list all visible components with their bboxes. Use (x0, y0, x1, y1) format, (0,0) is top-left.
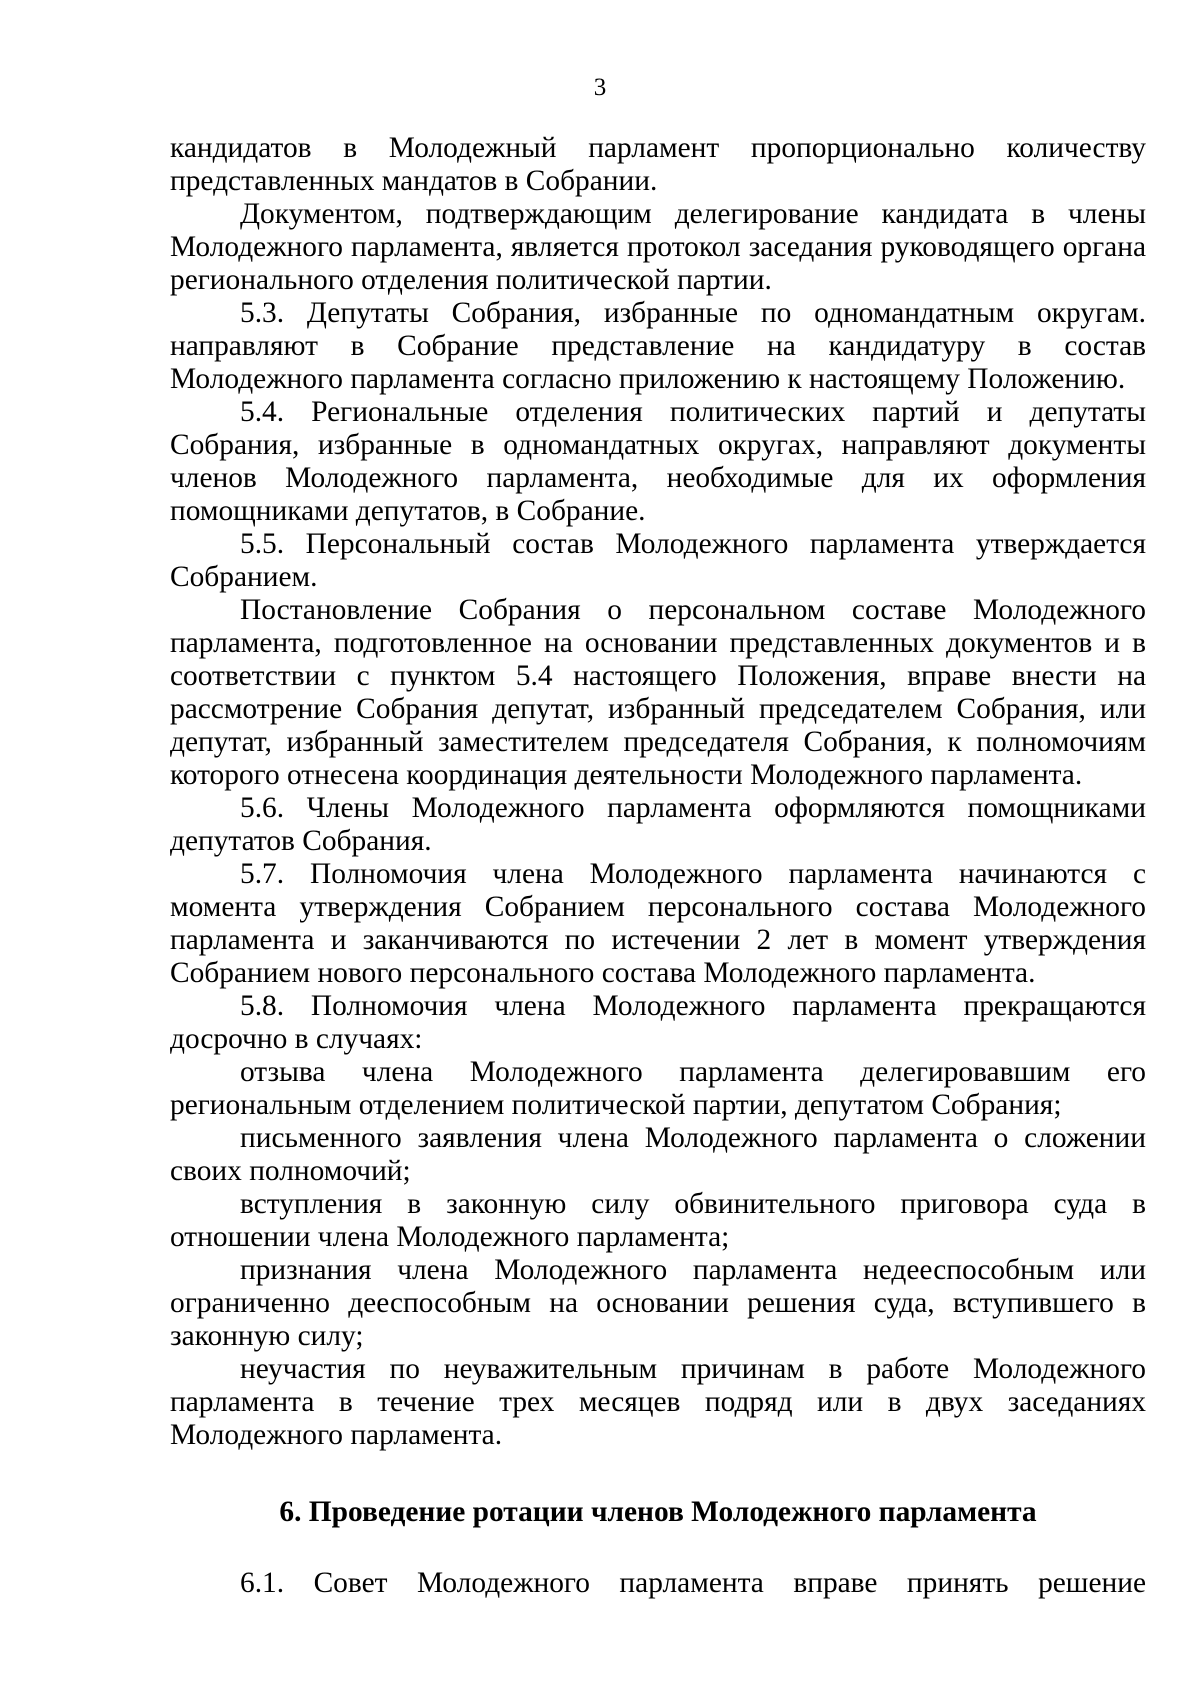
paragraph-continuation: кандидатов в Молодежный парламент пропорционально количеству представленных мандатов в Собрании. (170, 132, 1146, 197)
paragraph-5-6: 5.6. Члены Молодежного парламента оформляются помощниками депутатов Собрания. (170, 792, 1146, 857)
page-number: 3 (593, 74, 607, 101)
paragraph-resolution: Постановление Собрания о персональном составе Молодежного парламента, подготовленное на основании представленных документов и в соответствии с пунктом 5.4 настоящего Положения, вправе внести на рассмотрение Собрания депутат, избранный председателем Собрания, или депутат, избранный заместителем председателя Собрания, к полномочиям которого отнесена координация деятельности Молодежного парламента. (170, 594, 1146, 791)
list-item-conviction: вступления в законную силу обвинительного приговора суда в отношении члена Молодежного парламента; (170, 1188, 1146, 1253)
list-item-written-statement: письменного заявления члена Молодежного парламента о сложении своих полномочий; (170, 1122, 1146, 1187)
list-item-recall: отзыва члена Молодежного парламента делегировавшим его региональным отделением политической партии, депутатом Собрания; (170, 1056, 1146, 1121)
paragraph-5-5: 5.5. Персональный состав Молодежного парламента утверждается Собранием. (170, 528, 1146, 593)
list-item-incapacity: признания члена Молодежного парламента недееспособным или ограниченно дееспособным на основании решения суда, вступившего в законную силу; (170, 1254, 1146, 1352)
paragraph-5-4: 5.4. Региональные отделения политических партий и депутаты Собрания, избранные в одномандатных округах, направляют документы членов Молодежного парламента, необходимые для их оформления помощниками депутатов, в Собрание. (170, 396, 1146, 527)
paragraph-6-1: 6.1. Совет Молодежного парламента вправе принять решение (240, 1567, 1146, 1599)
list-item-non-participation: неучастия по неуважительным причинам в работе Молодежного парламента в течение трех месяцев подряд или в двух заседаниях Молодежного парламента. (170, 1353, 1146, 1451)
paragraph-5-8: 5.8. Полномочия члена Молодежного парламента прекращаются досрочно в случаях: (170, 990, 1146, 1055)
paragraph-5-3: 5.3. Депутаты Собрания, избранные по одномандатным округам. направляют в Собрание представление на кандидатуру в состав Молодежного парламента согласно приложению к настоящему Положению. (170, 297, 1146, 395)
section-heading: 6. Проведение ротации членов Молодежного парламента (279, 1496, 1037, 1528)
document-body (170, 132, 1146, 1600)
paragraph-5-7: 5.7. Полномочия члена Молодежного парламента начинаются с момента утверждения Собранием персонального состава Молодежного парламента и заканчиваются по истечении 2 лет в момент утверждения Собранием нового персонального состава Молодежного парламента. (170, 858, 1146, 989)
paragraph-delegation-document: Документом, подтверждающим делегирование кандидата в члены Молодежного парламента, является протокол заседания руководящего органа регионального отделения политической партии. (170, 198, 1146, 296)
